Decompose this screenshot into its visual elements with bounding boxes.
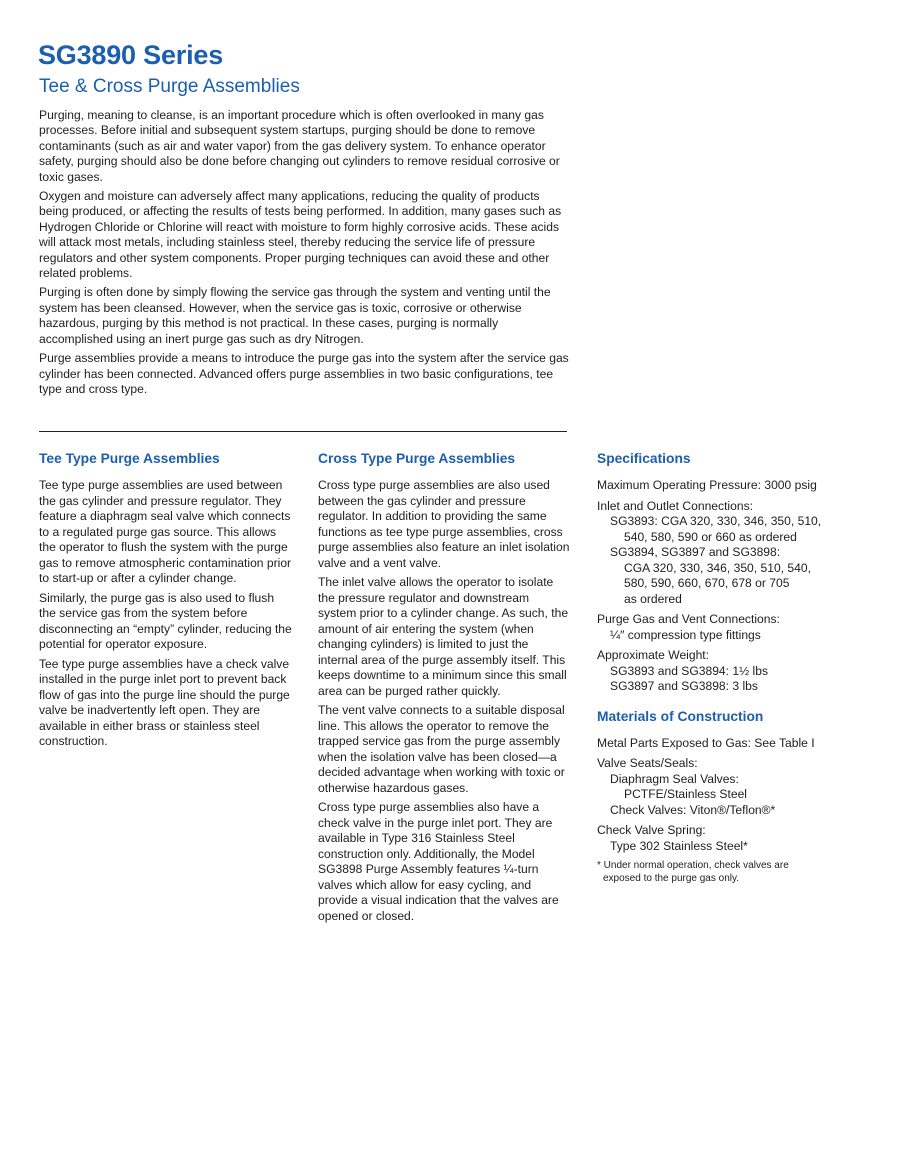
spec-weight-value: SG3897 and SG3898: 3 lbs (610, 679, 758, 693)
cross-paragraph: Cross type purge assemblies also have a check valve in the purge inlet port. They are available in Type 316 Stainless Steel construction only. Additionally, the Model SG3898 Purge Assembly features ¼-turn valves which allow for easy cycling, and provide a visual indication that the valves are opened or closed. (318, 800, 559, 923)
materials-spring-value: Type 302 Stainless Steel* (610, 838, 748, 853)
materials-spring (597, 823, 867, 854)
spec-purge-connections (597, 612, 867, 643)
cross-paragraph: The inlet valve allows the operator to isolate the pressure regulator and downstream system prior to a cylinder change. As such, the amount of air entering the system (when changing cylinders) is limited to just the internal area of the purge assembly itself. This keeps downtime to a minimum since this small area can be purged rather quickly. (318, 575, 569, 698)
section-divider (39, 431, 567, 432)
spec-sg3894-cga: CGA 320, 330, 346, 350, 510, 540, (624, 560, 811, 575)
cross-paragraph: The vent valve connects to a suitable disposal line. This allows the operator to remove the trapped service gas from the purge assembly when the isolation valve has been closed—a decided advantage when working with toxic or otherwise hazardous gases. (318, 703, 565, 795)
specifications-column (597, 450, 867, 885)
spec-sg3894-cga: as ordered (624, 591, 682, 606)
materials-check-valves: Check Valves: Viton®/Teflon®* (610, 802, 776, 817)
tee-paragraph: Similarly, the purge gas is also used to flush the service gas from the system before disconnecting an “empty” cylinder, reducing the potential for operator exposure. (39, 590, 292, 651)
cross-type-heading: Cross Type Purge Assemblies (318, 451, 516, 466)
spec-purge-value: ¼″ compression type fittings (610, 627, 761, 642)
footnote (597, 860, 867, 885)
materials-spring-label: Check Valve Spring: (597, 823, 706, 837)
spec-weight (597, 648, 867, 695)
spec-sg3893-line: 540, 580, 590 or 660 as ordered (624, 529, 797, 544)
materials-metal-parts: Metal Parts Exposed to Gas: See Table I (597, 735, 815, 750)
spec-weight-value: SG3893 and SG3894: 1½ lbs (610, 663, 769, 678)
materials-list (597, 736, 867, 886)
intro-paragraph: Purging is often done by simply flowing the service gas through the system and venting until the system has been cleansed. However, when the service gas is toxic, corrosive or otherwise hazardous, purging by this method is not practical. In these cases, purging is normally accomplished using an inert purge gas such as dry Nitrogen. (39, 285, 551, 346)
specifications-list (597, 478, 867, 695)
footnote-line: * Under normal operation, check valves are (597, 860, 789, 871)
specifications-heading: Specifications (597, 451, 691, 466)
spec-connections-label: Inlet and Outlet Connections: (597, 498, 753, 513)
tee-type-column (39, 450, 294, 754)
materials-heading: Materials of Construction (597, 708, 764, 724)
page-subtitle: Tee & Cross Purge Assemblies (39, 76, 300, 97)
spec-sg3894-cga: 580, 590, 660, 670, 678 or 705 (624, 576, 790, 590)
intro-paragraph: Purging, meaning to cleanse, is an important procedure which is often overlooked in many gas processes. Before initial and subsequent system startups, purging should be done to remove contaminants (such as air and water vapor) from the gas delivery system. To enhance operator safety, purging should also be done before changing out cylinders to remove residual corrosive or toxic gases. (39, 108, 560, 184)
spec-sg3893-line: SG3893: CGA 320, 330, 346, 350, 510, (610, 514, 822, 528)
tee-paragraph: Tee type purge assemblies are used between the gas cylinder and pressure regulator. They feature a diaphragm seal valve which connects to a regulated purge gas source. This allows the operator to flush the system with the purge gas to remove atmospheric contamination prior to start-up or after a cylinder change. (39, 478, 292, 585)
materials-diaphragm-value: PCTFE/Stainless Steel (624, 787, 747, 801)
spec-purge-label: Purge Gas and Vent Connections: (597, 612, 780, 626)
tee-type-heading: Tee Type Purge Assemblies (39, 451, 220, 466)
tee-paragraph: Tee type purge assemblies have a check valve installed in the purge inlet port to prevent back flow of gas into the purge line should the purge valve be inadvertently left open. They are available in either brass or stainless steel construction. (39, 656, 290, 748)
spec-sg3894-line: SG3894, SG3897 and SG3898: (610, 545, 781, 559)
spec-connections (597, 499, 867, 608)
cross-paragraph: Cross type purge assemblies are also used between the gas cylinder and pressure regulator. In addition to providing the same functions as tee type purge assemblies, cross purge assemblies also feature an inlet isolation valve and a vent valve. (318, 478, 570, 570)
spec-weight-label: Approximate Weight: (597, 648, 710, 662)
materials-diaphragm-label: Diaphragm Seal Valves: (610, 771, 739, 786)
materials-seats-label: Valve Seats/Seals: (597, 756, 698, 770)
page-title: SG3890 Series (38, 40, 224, 70)
intro-paragraph: Oxygen and moisture can adversely affect many applications, reducing the quality of products being produced, or affecting the results of tests being performed. In addition, many gases such as Hydrogen Chloride or Chlorine will react with moisture to form highly corrosive acids. These acids will attack most metals, including stainless steel, thereby reducing the service life of pressure regulators and other system components. Proper purging techniques can avoid these and other related problems. (39, 189, 562, 281)
cross-type-column (318, 450, 570, 928)
intro-paragraph: Purge assemblies provide a means to introduce the purge gas into the system after the service gas cylinder has been connected. Advanced offers purge assemblies in two basic configurations, tee type and cross type. (39, 351, 569, 396)
materials-seats (597, 756, 867, 818)
intro-section (39, 108, 571, 401)
footnote-line: exposed to the purge gas only. (603, 872, 740, 884)
spec-max-pressure: Maximum Operating Pressure: 3000 psig (597, 478, 817, 492)
